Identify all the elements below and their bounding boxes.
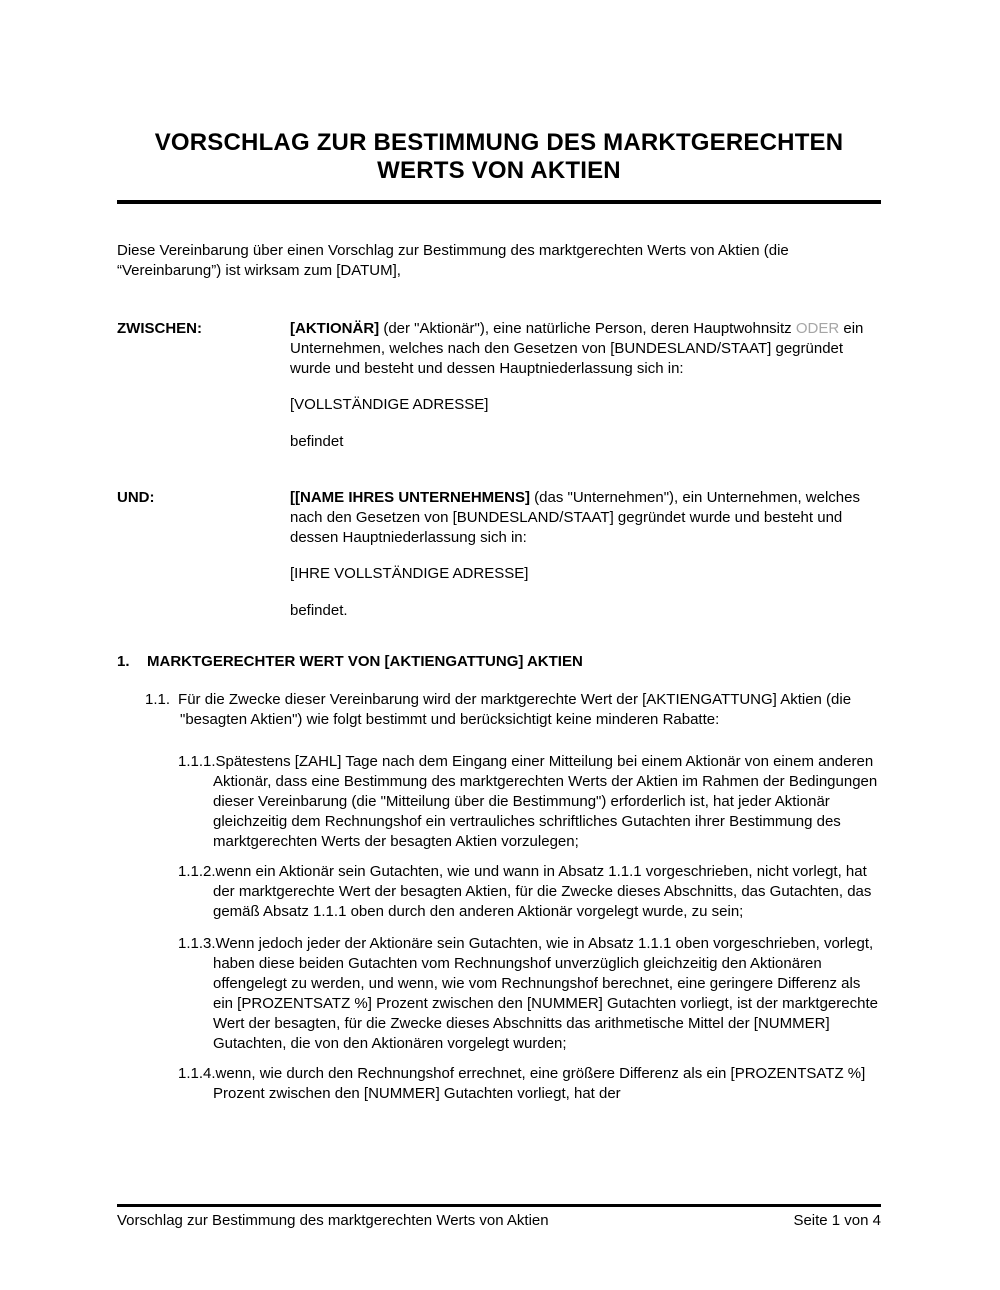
subclause-1-1-4-text: wenn, wie durch den Rechnungshof errechnet, eine größere Differenz als ein [PROZENTSATZ %] Prozent zwischen den [NUMMER] Gutachten vorliegt, hat der bbox=[213, 1065, 866, 1102]
document-content bbox=[117, 129, 881, 1104]
address-placeholder-und: [IHRE VOLLSTÄNDIGE ADRESSE] bbox=[290, 565, 529, 582]
party-text-zwischen bbox=[290, 319, 870, 452]
subclause-1-1-2-text: wenn ein Aktionär sein Gutachten, wie und wann in Absatz 1.1.1 vorgeschrieben, nicht vorlegt, hat der marktgerechte Wert der besagten Aktien, für die Zwecke dieses Abschnitts, das Gutachten, das gemäß Absatz 1.1.1 oben durch den anderen Aktionär vorgelegt wurde, zu sein; bbox=[213, 863, 872, 920]
residence-text-zwischen: befindet bbox=[290, 433, 344, 450]
subclause-1-1-3-text: Wenn jedoch jeder der Aktionäre sein Gutachten, wie in Absatz 1.1.1 oben vorgeschrieben, vorlegt, haben diese beiden Gutachten vom Rechnungshof unverzüglich gleichzeitig den Aktionären offengelegt zu werden, und wenn, wie vom Rechnungshof berechnet, eine geringere Differenz als ein [PROZENTSATZ %] Prozent zwischen den [NUMMER] Gutachten vorliegt, ist der marktgerechte Wert der besagten, für die Zwecke dieses Abschnitts das arithmetische Mittel der [NUMMER] Gutachten, die von den Aktionären vorgelegt wurden; bbox=[213, 935, 878, 1052]
party-block-zwischen bbox=[117, 319, 881, 452]
clause-1-1 bbox=[145, 690, 881, 730]
footer-document-title: Vorschlag zur Bestimmung des marktgerechten Werts von Aktien bbox=[117, 1212, 549, 1229]
subclause-1-1-4 bbox=[178, 1064, 881, 1104]
page-footer bbox=[117, 1204, 881, 1231]
subclause-1-1-1 bbox=[178, 752, 881, 852]
section-1-heading bbox=[117, 652, 881, 672]
party-label-und: UND: bbox=[117, 489, 155, 506]
subclause-1-1-1-number: 1.1.1. bbox=[178, 753, 216, 770]
subclause-1-1-2 bbox=[178, 862, 881, 922]
party-text-und bbox=[290, 488, 870, 621]
clause-1-1-number: 1.1. bbox=[145, 691, 171, 708]
party-label-zwischen: ZWISCHEN: bbox=[117, 320, 202, 337]
party-paragraph-zwischen: [AKTIONÄR] (der "Aktionär"), eine natürliche Person, deren Hauptwohnsitz ODER ein Unternehmen, welches nach den Gesetzen von [BUNDESLAND/STAAT] gegründet wurde und besteht und dessen Hauptniederlassung sich in: bbox=[290, 320, 864, 377]
section-1-number: 1. bbox=[117, 653, 130, 670]
clause-1-1-text: Für die Zwecke dieser Vereinbarung wird der marktgerechte Wert der [AKTIENGATTUNG] Aktien (die "besagten Aktien") wie folgt bestimmt und berücksichtigt keine minderen Rabatte: bbox=[178, 691, 852, 728]
footer-divider-rule bbox=[117, 1204, 881, 1207]
subclause-1-1-3-number: 1.1.3. bbox=[178, 935, 216, 952]
address-placeholder-zwischen: [VOLLSTÄNDIGE ADRESSE] bbox=[290, 396, 489, 413]
intro-paragraph: Diese Vereinbarung über einen Vorschlag zur Bestimmung des marktgerechten Werts von Aktien (die “Vereinbarung”) ist wirksam zum [DATUM], bbox=[117, 242, 789, 279]
party-block-und bbox=[117, 488, 881, 621]
subclause-1-1-4-number: 1.1.4. bbox=[178, 1065, 216, 1082]
residence-text-und: befindet. bbox=[290, 602, 348, 619]
footer-page-number: Seite 1 von 4 bbox=[793, 1212, 881, 1229]
party-paragraph-und: [[NAME IHRES UNTERNEHMENS] (das "Unternehmen"), ein Unternehmen, welches nach den Gesetzen von [BUNDESLAND/STAAT] gegründet wurde und besteht und dessen Hauptniederlassung sich in: bbox=[290, 489, 860, 546]
section-1-title: MARKTGERECHTER WERT VON [AKTIENGATTUNG] AKTIEN bbox=[147, 653, 583, 670]
footer-text-row bbox=[117, 1211, 881, 1231]
subclause-1-1-3 bbox=[178, 934, 881, 1054]
subclause-1-1-2-number: 1.1.2. bbox=[178, 863, 216, 880]
subclause-1-1-1-text: Spätestens [ZAHL] Tage nach dem Eingang einer Mitteilung bei einem Aktionär von einem anderen Aktionär, dass eine Bestimmung des marktgerechten Werts der Aktien im Rahmen der Bedingungen dieser Vereinbarung (die "Mitteilung über die Bestimmung") erforderlich ist, hat jeder Aktionär gleichzeitig dem Rechnungshof ein vertrauliches schriftliches Gutachten ihrer Bestimmung des marktgerechten Werts der besagten Aktien vorzulegen; bbox=[213, 753, 878, 850]
document-title: VORSCHLAG ZUR BESTIMMUNG DES MARKTGERECHTEN WERTS VON AKTIEN bbox=[154, 129, 844, 184]
title-divider-rule bbox=[117, 200, 881, 204]
